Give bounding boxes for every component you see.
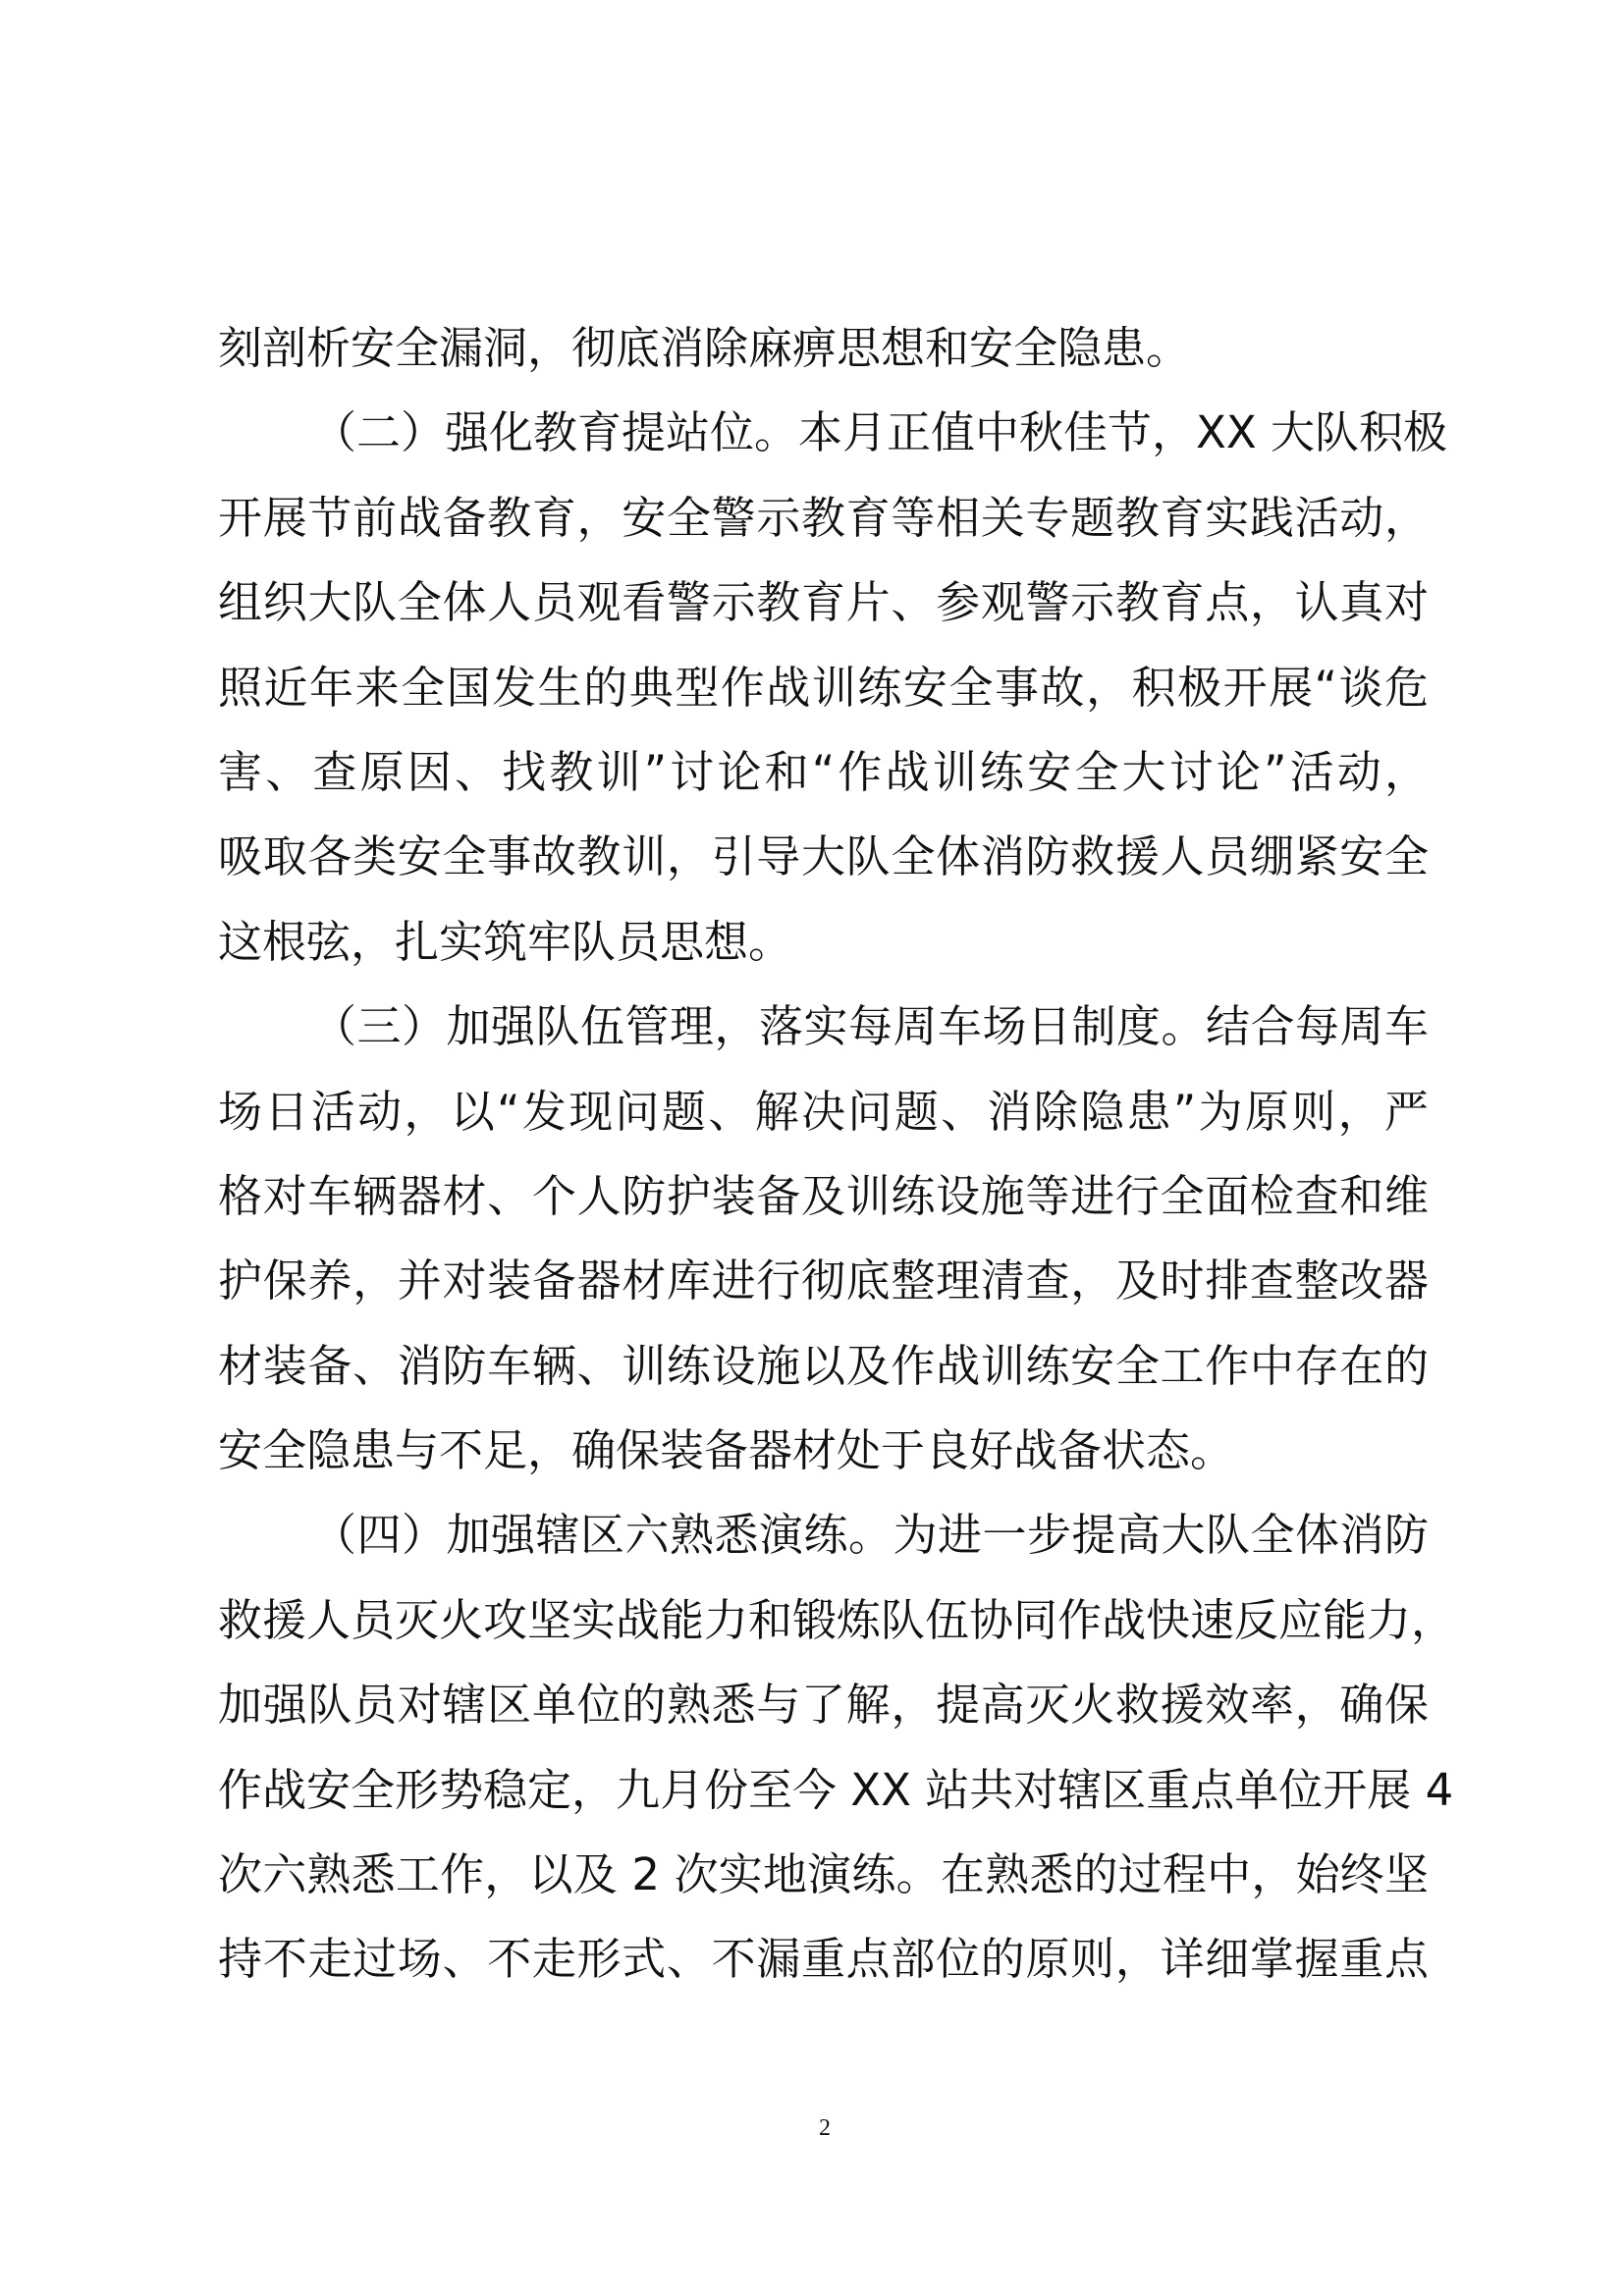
paragraph-3 <box>218 985 1429 1493</box>
paragraph-continuation <box>218 306 1429 391</box>
text-line: 刻剖析安全漏洞，彻底消除麻痹思想和安全隐患。 <box>218 322 1191 374</box>
text-line: 照近年来全国发生的典型作战训练安全事故，积极开展“谈危 <box>218 661 1429 714</box>
text-line: （四）加强辖区六熟悉演练。为进一步提高大队全体消防 <box>312 1509 1429 1562</box>
text-line: 开展节前战备教育，安全警示教育等相关专题教育实践活动， <box>218 491 1429 544</box>
text-line: 安全隐患与不足，确保装备器材处于良好战备状态。 <box>218 1424 1235 1477</box>
text-line: 场日活动，以“发现问题、解决问题、消除隐患”为原则，严 <box>218 1085 1429 1138</box>
text-line: 次六熟悉工作，以及 2 次实地演练。在熟悉的过程中，始终坚 <box>218 1848 1429 1901</box>
paragraph-2 <box>218 391 1447 985</box>
text-line: 持不走过场、不走形式、不漏重点部位的原则，详细掌握重点 <box>218 1933 1429 1986</box>
text-line: 救援人员灭火攻坚实战能力和锻炼队伍协同作战快速反应能力， <box>218 1593 1456 1646</box>
text-line: （三）加强队伍管理，落实每周车场日制度。结合每周车 <box>312 1000 1429 1053</box>
paragraph-4 <box>218 1493 1456 2002</box>
text-line: 吸取各类安全事故教训，引导大队全体消防救援人员绷紧安全 <box>218 830 1429 883</box>
text-line: 材装备、消防车辆、训练设施以及作战训练安全工作中存在的 <box>218 1339 1429 1392</box>
text-line: 格对车辆器材、个人防护装备及训练设施等进行全面检查和维 <box>218 1169 1429 1222</box>
page-number: 2 <box>819 2115 831 2141</box>
text-line: 护保养，并对装备器材库进行彻底整理清查，及时排查整改器 <box>218 1255 1429 1308</box>
text-line: 作战安全形势稳定，九月份至今 XX 站共对辖区重点单位开展 4 <box>218 1763 1454 1816</box>
text-line: （二）强化教育提站位。本月正值中秋佳节，XX 大队积极 <box>312 406 1447 459</box>
document-body <box>218 306 1456 2002</box>
text-line: 这根弦，扎实筑牢队员思想。 <box>218 915 793 968</box>
text-line: 加强队员对辖区单位的熟悉与了解，提高灭火救援效率，确保 <box>218 1679 1429 1732</box>
text-line: 组织大队全体人员观看警示教育片、参观警示教育点，认真对 <box>218 576 1429 629</box>
text-line: 害、查原因、找教训”讨论和“作战训练安全大讨论”活动， <box>218 745 1429 798</box>
